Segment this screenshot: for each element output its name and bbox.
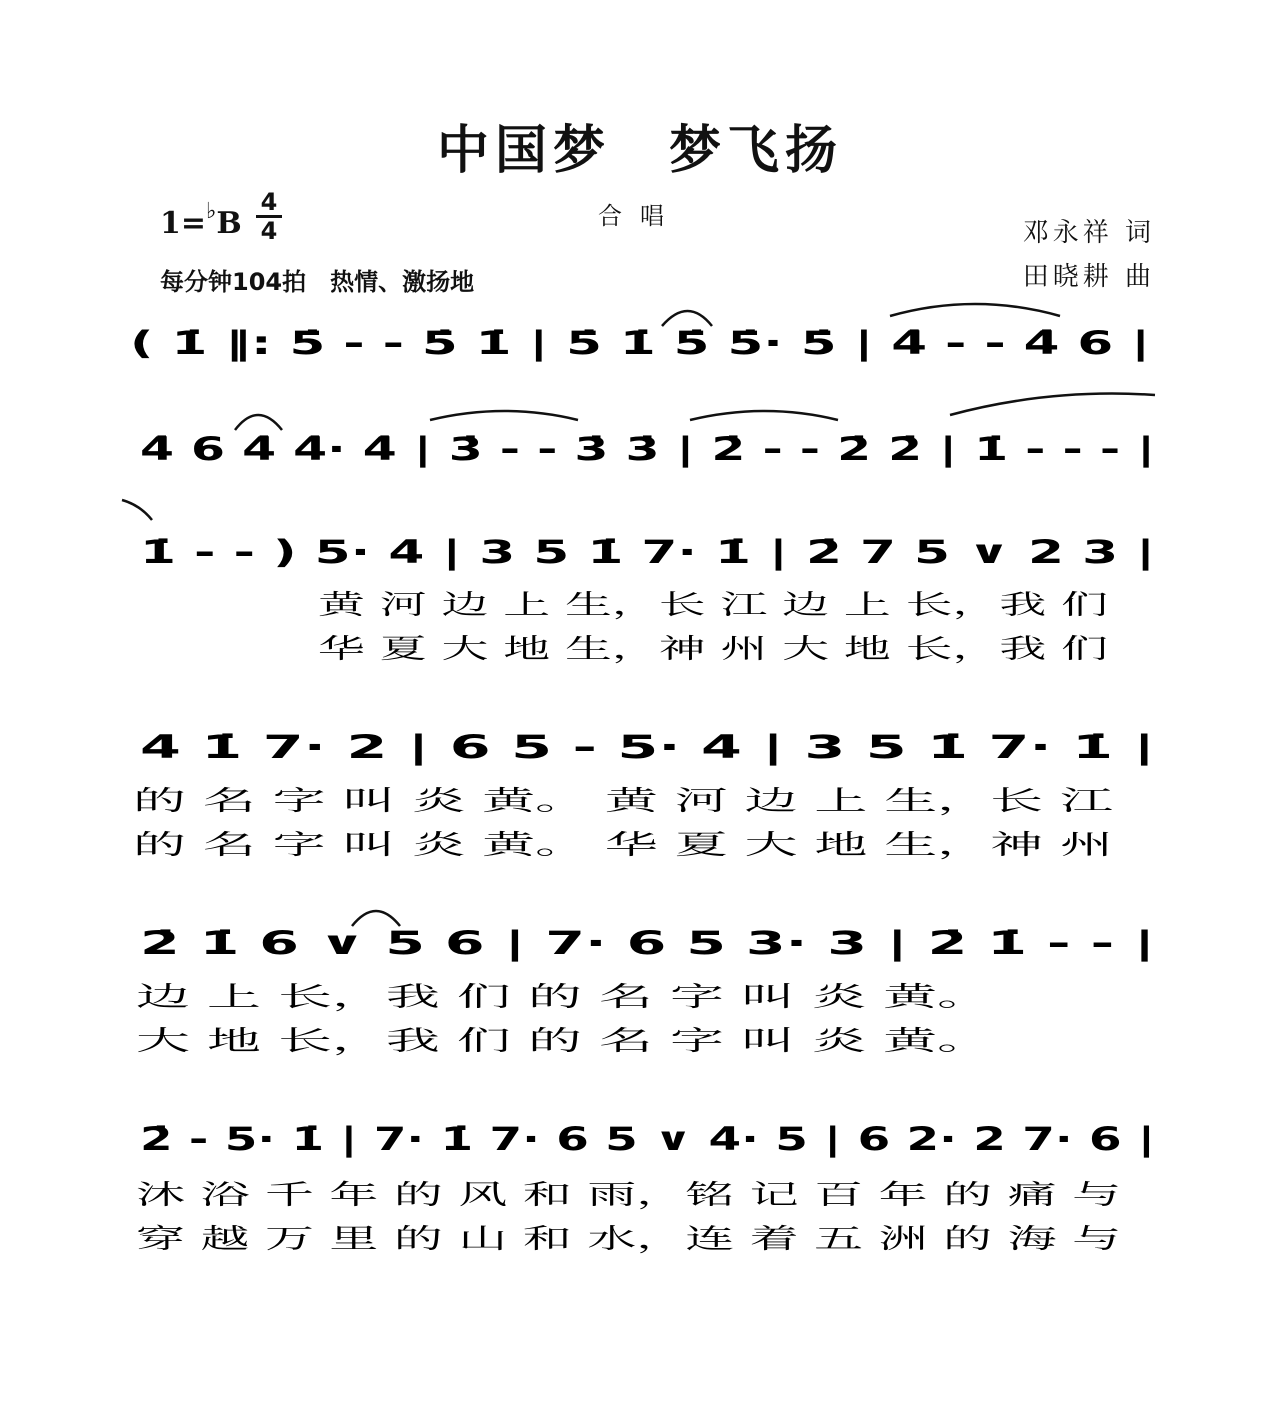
- performance-type: 合唱: [598, 202, 682, 230]
- lyrics-line-4-verse-2: 的 名 字 叫 炎 黄。 华 夏 大 地 生，神 州: [133, 830, 1113, 861]
- time-signature-top: 4: [260, 188, 278, 216]
- score-line-6: [136, 1120, 1155, 1255]
- slur-mark: [890, 304, 1060, 316]
- time-signature-bottom: 4: [260, 217, 278, 245]
- lyrics-line-6-verse-2: 穿 越 万 里 的 山 和 水，连 着 五 洲 的 海 与: [136, 1224, 1121, 1255]
- score-line-5: [136, 924, 1155, 1057]
- notes-line-3: 1̇ - - ) 5· 4 | 3 5 1̇ 7· 1̇ | 2̇ 7 5 ∨ 2 3 |: [140, 533, 768, 571]
- notes-line-1: ( 1̇ ‖: 5̇ - - 5̇ 1̇ | 5̇ 1̇ 5̇ 5̇· 5̇ | 4̇ - - 4̇ 6 |: [130, 324, 764, 362]
- score-line-2: [140, 430, 1155, 469]
- score-line-1: [130, 324, 1150, 363]
- score-line-4: [133, 728, 1155, 861]
- composer-credit: 田晓耕 曲: [1022, 262, 1155, 292]
- slur-mark: [235, 415, 282, 430]
- key-note: B: [216, 206, 242, 241]
- notes-line-6: 2̇ - 5· 1̇ | 7· 1̇ 7· 6 5 ∨ 4· 5 | 6 2· 2 7· 6 |: [140, 1120, 833, 1158]
- lyrics-line-3-verse-2: 华 夏 大 地 生，神 州 大 地 长，我 们: [318, 634, 1108, 665]
- notes-line-4: 4 1̇ 7· 2 | 6 5 - 5· 4 | 3 5 1̇ 7· 1̇ |: [140, 728, 693, 766]
- slur-mark: [950, 394, 1155, 415]
- score-line-3: [140, 533, 1155, 665]
- tempo-marking: 每分钟104拍 热情、激扬地: [160, 268, 475, 296]
- lyrics-line-4-verse-1: 的 名 字 叫 炎 黄。 黄 河 边 上 生，长 江: [133, 786, 1113, 817]
- lyrics-line-3-verse-1: 黄 河 边 上 生，长 江 边 上 长，我 们: [318, 590, 1108, 621]
- lyrics-line-5-verse-1: 边 上 长，我 们 的 名 字 叫 炎 黄。: [136, 982, 991, 1013]
- key-prefix: 1=: [160, 206, 207, 241]
- lyricist-credit: 邓永祥 词: [1022, 218, 1155, 248]
- slur-mark: [122, 500, 152, 520]
- lyrics-line-5-verse-2: 大 地 长，我 们 的 名 字 叫 炎 黄。: [136, 1026, 991, 1057]
- flat-sign: ♭: [206, 198, 217, 224]
- slur-mark: [690, 411, 838, 420]
- notes-line-5: 2̇ 1̇ 6 ∨ 5 6 | 7· 6 5 3· 3 | 2̇ 1̇ - - |: [140, 924, 709, 962]
- slur-mark: [430, 411, 578, 420]
- song-title: 中国梦 梦飞扬: [436, 120, 843, 181]
- lyrics-line-6-verse-1: 沐 浴 千 年 的 风 和 雨，铭 记 百 年 的 痛 与: [136, 1180, 1121, 1211]
- notes-line-2: 4̇ 6 4̇ 4̇· 4̇ | 3̇ - - 3̇ 3̇ | 2̇ - - 2̇ 2̇ | 1̇ - - - |: [140, 430, 805, 468]
